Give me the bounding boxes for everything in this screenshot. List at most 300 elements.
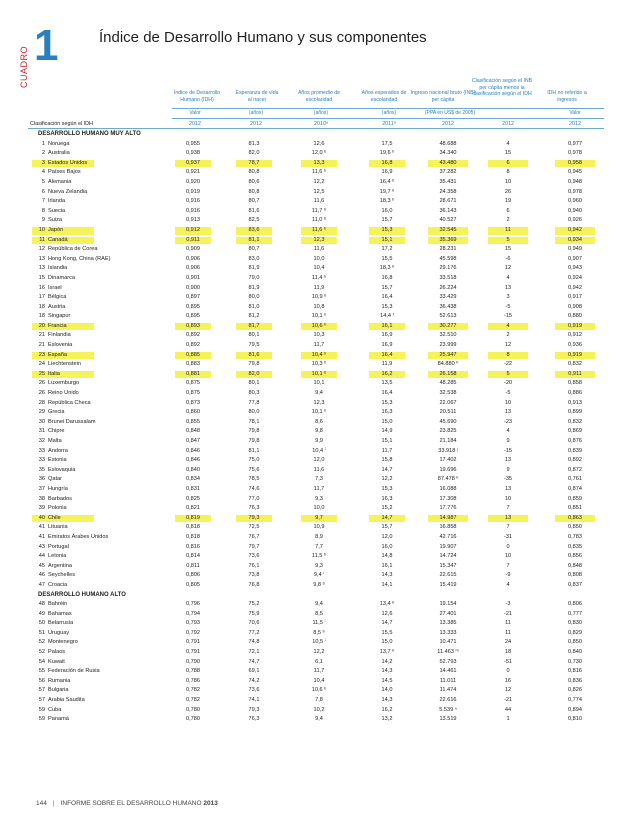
- cell-ingr: 32.545: [439, 226, 457, 233]
- cell-rank: 30: [38, 418, 45, 425]
- cell-ingr: 48.688: [439, 140, 457, 147]
- cell-ingr: 52.613: [439, 313, 457, 320]
- cell-clas: 5: [506, 370, 510, 377]
- cell-clas: 11: [505, 226, 511, 233]
- cell-espe: 13,7 ᵇ: [379, 649, 395, 656]
- cell-rank: 39: [38, 505, 45, 512]
- cell-espe: 19,6 ᵇ: [379, 150, 395, 157]
- cell-nm: 0,730: [568, 658, 582, 665]
- col-header-ingreso: Ingreso nacional bruto (INB) per cápita: [410, 90, 476, 103]
- cell-nm: 0,851: [568, 505, 582, 512]
- cell-idh: 0,881: [186, 370, 200, 377]
- cell-rank: 32: [38, 438, 45, 444]
- cell-idh: 0,912: [186, 226, 200, 233]
- cell-nm: 0,808: [568, 572, 582, 579]
- cell-name: Australia: [48, 150, 70, 157]
- cell-esp: 72,1: [248, 649, 260, 656]
- cell-prom: 11,6: [313, 198, 325, 205]
- cell-nm: 0,874: [568, 485, 582, 492]
- cell-espe: 15,1: [381, 438, 393, 444]
- unit-anios-esperados: (años): [381, 110, 397, 116]
- cell-espe: 16,0: [381, 207, 393, 214]
- rank-column-label: Clasificación según el IDH: [30, 121, 93, 127]
- cell-prom: 10,3: [313, 332, 325, 339]
- cell-ingr: 14.461: [439, 668, 457, 675]
- cell-prom: 12,2: [313, 649, 325, 656]
- cell-name: Kuwait: [48, 658, 65, 665]
- cell-prom: 7,8: [315, 697, 323, 704]
- cell-esp: 80,3: [248, 390, 260, 397]
- cell-clas: 10: [504, 495, 512, 502]
- cell-rank: 18: [38, 313, 45, 320]
- cell-espe: 16,3: [381, 495, 393, 502]
- cell-clas: 1: [506, 716, 510, 723]
- cell-esp: 76,7: [248, 533, 260, 540]
- cell-clas: 7: [506, 505, 510, 512]
- cell-nm: 0,880: [568, 313, 582, 320]
- year-anios-esperados: 2011ᵃ: [382, 121, 396, 127]
- section-title: DESARROLLO HUMANO MUY ALTO: [38, 131, 141, 137]
- cell-rank: 57: [38, 697, 45, 704]
- cell-espe: 16,9: [381, 169, 393, 176]
- cell-nm: 0,829: [568, 629, 582, 636]
- cell-idh: 0,848: [186, 428, 200, 435]
- cell-esp: 75,0: [248, 457, 260, 464]
- cell-rank: 4: [41, 169, 45, 176]
- cell-idh: 0,873: [186, 399, 200, 406]
- cell-nm: 0,872: [568, 466, 582, 473]
- cell-rank: 50: [38, 620, 45, 627]
- cell-nm: 0,835: [568, 543, 582, 550]
- cell-name: Argentina: [48, 562, 72, 569]
- cell-clas: 2: [506, 217, 510, 224]
- cell-nm: 0,856: [568, 553, 582, 560]
- cell-ingr: 15.347: [439, 562, 457, 569]
- cell-ingr: 19.696: [439, 466, 457, 473]
- cell-clas: 11: [505, 620, 511, 627]
- cell-esp: 80,8: [248, 188, 260, 195]
- cell-nm: 0,876: [568, 438, 582, 444]
- cell-idh: 0,897: [186, 294, 200, 301]
- cell-esp: 79,8: [248, 428, 260, 435]
- cell-esp: 81,1: [248, 236, 260, 243]
- cell-clas: 0: [506, 668, 510, 675]
- cell-prom: 10,1 ᵇ: [311, 313, 327, 320]
- cell-idh: 0,782: [186, 697, 200, 704]
- cell-nm: 0,908: [568, 303, 582, 310]
- cell-name: Canadá: [48, 236, 68, 243]
- cell-idh: 0,814: [186, 553, 200, 560]
- cell-ingr: 28.671: [439, 198, 457, 205]
- table-row: [28, 715, 604, 725]
- cell-esp: 74,1: [248, 697, 260, 704]
- cell-clas: 7: [506, 524, 510, 531]
- cell-nm: 0,777: [568, 610, 582, 617]
- table-row: [28, 408, 604, 418]
- cell-nm: 0,949: [568, 246, 582, 253]
- cell-clas: -9: [505, 572, 511, 579]
- cell-ingr: 5.539 ⁿ: [439, 706, 457, 713]
- table-row: [28, 466, 604, 476]
- cell-prom: 7,7: [315, 543, 323, 550]
- cell-clas: 44: [504, 706, 512, 713]
- cell-prom: 11,7 ᵇ: [311, 207, 327, 214]
- cell-name: Panamá: [48, 716, 69, 723]
- cell-clas: 13: [504, 514, 512, 521]
- table-row: [28, 274, 604, 284]
- cell-name: Irlanda: [48, 198, 66, 205]
- cell-prom: 7,3: [315, 476, 323, 483]
- cell-name: Hong Kong, China (RAE): [48, 255, 111, 262]
- cell-prom: 9,7: [315, 514, 323, 521]
- cell-clas: -20: [503, 380, 513, 387]
- cell-name: Estados Unidos: [48, 159, 88, 166]
- cell-prom: 11,4 ᵇ: [311, 274, 327, 281]
- cell-esp: 81,7: [248, 322, 260, 329]
- cell-rank: 51: [38, 629, 45, 636]
- cell-prom: 11,9: [313, 284, 325, 291]
- cell-rank: 47: [38, 581, 45, 588]
- page-title: Índice de Desarrollo Humano y sus componentes: [99, 29, 427, 46]
- cell-idh: 0,885: [186, 351, 200, 358]
- cell-esp: 79,5: [248, 342, 260, 349]
- cell-rank: 15: [38, 274, 45, 281]
- cell-esp: 73,6: [248, 687, 260, 694]
- cell-espe: 15,3: [381, 303, 393, 310]
- cell-prom: 12,0: [313, 457, 325, 464]
- cell-rank: 13: [38, 265, 45, 272]
- cell-ingr: 33.518: [439, 274, 457, 281]
- cell-clas: 4: [506, 322, 510, 329]
- cell-esp: 79,3: [248, 706, 260, 713]
- table-row: [28, 581, 604, 591]
- cell-rank: 33: [38, 447, 45, 454]
- cell-nm: 0,850: [568, 524, 582, 531]
- cell-espe: 14,3: [381, 572, 393, 579]
- cell-name: Palaos: [48, 649, 66, 656]
- table-row: [28, 303, 604, 313]
- table-row: [28, 293, 604, 303]
- cell-idh: 0,821: [186, 505, 200, 512]
- cell-esp: 74,8: [248, 639, 260, 646]
- cell-espe: 16,9: [381, 332, 393, 339]
- cell-prom: 8,5 ᵇ: [313, 629, 325, 636]
- cell-rank: 37: [38, 485, 45, 492]
- cell-esp: 74,6: [248, 485, 260, 492]
- cell-espe: 16,2: [381, 706, 393, 713]
- cell-ingr: 27.401: [439, 610, 457, 617]
- cell-name: Belarrusia: [48, 620, 74, 627]
- unit-idh-no-ingresos: Valor: [569, 110, 581, 116]
- cell-idh: 0,780: [186, 706, 200, 713]
- cell-idh: 0,796: [186, 601, 200, 608]
- cell-nm: 0,978: [568, 188, 582, 195]
- table-row: [28, 178, 604, 188]
- cell-name: Rumania: [48, 677, 71, 684]
- cell-ingr: 45.690: [439, 418, 457, 425]
- table-row: [28, 264, 604, 274]
- cell-idh: 0,937: [186, 159, 200, 166]
- cell-espe: 18,3 ᵇ: [379, 198, 395, 205]
- cell-clas: 12: [504, 265, 512, 272]
- cell-rank: 21: [38, 342, 45, 349]
- cell-idh: 0,855: [186, 418, 200, 425]
- cell-name: Israel: [48, 284, 62, 291]
- cell-prom: 9,4: [315, 390, 323, 397]
- page-footer: [36, 800, 218, 807]
- cell-name: Uruguay: [48, 629, 70, 636]
- cell-esp: 74,2: [248, 677, 260, 684]
- cell-prom: 11,6: [313, 466, 325, 473]
- cell-clas: 4: [506, 581, 510, 588]
- cell-prom: 10,8: [313, 303, 325, 310]
- cell-prom: 12,0 ᵇ: [311, 150, 327, 157]
- cell-ingr: 43.480: [439, 159, 457, 166]
- cell-prom: 10,1 ᵇ: [311, 370, 327, 377]
- cell-prom: 8,5: [315, 610, 323, 617]
- cell-espe: 16,1: [381, 322, 393, 329]
- cell-esp: 81,9: [248, 284, 260, 291]
- cell-nm: 0,806: [568, 601, 582, 608]
- cell-rank: 59: [38, 716, 45, 723]
- cell-nm: 0,899: [568, 409, 582, 416]
- cell-name: Andorra: [48, 447, 68, 454]
- table-row: [28, 610, 604, 620]
- cell-prom: 10,0: [313, 255, 325, 262]
- cell-idh: 0,790: [186, 658, 200, 665]
- cell-ingr: 17.776: [439, 505, 457, 512]
- cell-nm: 0,945: [568, 169, 582, 176]
- cell-prom: 10,4: [313, 265, 325, 272]
- cell-clas: 8: [506, 351, 510, 358]
- cell-esp: 76,8: [248, 581, 260, 588]
- cell-nm: 0,940: [568, 207, 582, 214]
- cell-clas: 7: [506, 562, 510, 569]
- cell-ingr: 14.987: [439, 514, 457, 521]
- cell-nm: 0,913: [568, 399, 582, 406]
- cell-esp: 78,7: [248, 159, 260, 166]
- cell-esp: 83,6: [248, 226, 260, 233]
- table-row: [28, 475, 604, 485]
- cell-espe: 15,3: [381, 226, 393, 233]
- cell-esp: 80,0: [248, 294, 260, 301]
- cell-rank: 52: [38, 639, 45, 646]
- cell-prom: 11,6 ᵇ: [311, 169, 327, 176]
- cell-prom: 10,1: [313, 380, 325, 387]
- cell-ingr: 15.419: [439, 581, 457, 588]
- cell-ingr: 42.716: [439, 533, 457, 540]
- cell-idh: 0,900: [186, 284, 200, 291]
- cell-prom: 12,3: [313, 399, 325, 406]
- unit-idh: Valor: [189, 110, 201, 116]
- cuadro-number: 1: [34, 21, 59, 70]
- cell-esp: 74,7: [248, 658, 260, 665]
- cell-name: República Checa: [48, 399, 91, 406]
- cell-clas: 15: [504, 150, 512, 157]
- cell-clas: 16: [504, 677, 512, 684]
- cell-idh: 0,906: [186, 265, 200, 272]
- cell-clas: 19: [504, 198, 512, 205]
- cell-espe: 14,4 ᶠ: [380, 313, 394, 320]
- cell-name: Singapur: [48, 313, 71, 320]
- cell-rank: 36: [38, 476, 45, 483]
- table-row: [28, 562, 604, 572]
- idh-table: [28, 130, 604, 725]
- cell-rank: 10: [38, 226, 45, 233]
- cell-espe: 16,4: [381, 351, 393, 358]
- table-row: [28, 658, 604, 668]
- cell-espe: 15,3: [381, 485, 393, 492]
- cell-clas: 12: [504, 687, 512, 694]
- cell-ingr: 26.158: [439, 370, 457, 377]
- cell-esp: 81,9: [248, 265, 260, 272]
- cell-rank: 11: [39, 236, 45, 243]
- cell-espe: 11,7: [381, 447, 393, 454]
- cell-ingr: 20.511: [439, 409, 457, 416]
- cell-clas: 5: [506, 236, 510, 243]
- cell-rank: 43: [38, 543, 45, 550]
- cell-esp: 78,1: [248, 418, 260, 425]
- cell-esp: 82,5: [248, 217, 260, 224]
- cell-rank: 54: [38, 658, 45, 665]
- cell-name: Brunei Darussalam: [48, 418, 96, 425]
- table-row: [28, 312, 604, 322]
- cell-espe: 13,5: [381, 380, 393, 387]
- cell-espe: 13,2: [381, 716, 393, 723]
- cell-name: Seychelles: [48, 572, 76, 579]
- cell-esp: 73,6: [248, 553, 260, 560]
- cell-espe: 14,0: [381, 687, 393, 694]
- cell-espe: 14,3: [381, 697, 393, 704]
- cell-ingr: 19.154: [439, 601, 457, 608]
- cell-idh: 0,834: [186, 476, 200, 483]
- col-header-anios-promedio: Años promedio de escolaridad: [297, 90, 341, 103]
- cell-clas: 9: [506, 438, 510, 444]
- cell-ingr: 22.615: [439, 572, 457, 579]
- table-row: [28, 706, 604, 716]
- cell-nm: 0,850: [568, 639, 582, 646]
- cell-ingr: 45.598: [439, 255, 457, 262]
- cell-clas: 10: [504, 553, 512, 560]
- cell-idh: 0,955: [186, 140, 200, 147]
- cell-ingr: 17.402: [439, 457, 457, 464]
- cell-esp: 81,0: [248, 303, 260, 310]
- cell-nm: 0,894: [568, 706, 582, 713]
- cell-ingr: 28.231: [439, 246, 457, 253]
- cell-rank: 35: [38, 466, 45, 473]
- cell-idh: 0,818: [186, 524, 200, 531]
- cell-esp: 81,3: [248, 140, 260, 147]
- cell-name: Eslovenia: [48, 342, 73, 349]
- unit-ingreso: (PPA en US$ de 2005): [424, 110, 476, 116]
- table-row: [28, 456, 604, 466]
- cell-prom: 10,0: [313, 505, 325, 512]
- cell-nm: 0,832: [568, 361, 582, 368]
- cell-clas: -22: [503, 361, 513, 368]
- cell-esp: 78,5: [248, 476, 260, 483]
- table-row: [28, 677, 604, 687]
- cell-name: Suiza: [48, 217, 62, 224]
- cell-ingr: 32.510: [439, 332, 457, 339]
- table-row: [28, 638, 604, 648]
- cell-esp: 81,2: [248, 313, 260, 320]
- cell-idh: 0,788: [186, 668, 200, 675]
- cell-ingr: 33.918 ʲ: [438, 447, 458, 454]
- cell-idh: 0,819: [186, 514, 200, 521]
- cell-clas: 13: [504, 457, 512, 464]
- cell-clas: -3: [505, 601, 511, 608]
- cell-esp: 69,1: [248, 668, 260, 675]
- cell-clas: 4: [506, 274, 510, 281]
- table-row: [28, 379, 604, 389]
- cell-clas: 2: [506, 332, 510, 339]
- table-row: [28, 197, 604, 207]
- cell-nm: 0,810: [568, 716, 582, 723]
- cell-idh: 0,840: [186, 466, 200, 473]
- cell-name: Lituania: [48, 524, 68, 531]
- cell-clas: 26: [504, 188, 512, 195]
- cell-name: Austria: [48, 303, 66, 310]
- cell-idh: 0,791: [186, 649, 200, 656]
- cell-rank: 56: [38, 677, 45, 684]
- table-row: [28, 389, 604, 399]
- cell-espe: 16,4: [381, 390, 393, 397]
- table-row: [28, 648, 604, 658]
- cell-esp: 79,8: [248, 438, 260, 444]
- cell-ingr: 11.463 ᵐ: [437, 649, 459, 656]
- cell-name: Noruega: [48, 140, 70, 147]
- table-row: [28, 533, 604, 543]
- cell-idh: 0,892: [186, 342, 200, 349]
- cell-esp: 77,2: [248, 629, 260, 636]
- cell-espe: 16,1: [381, 562, 393, 569]
- cell-prom: 11,7: [313, 342, 325, 349]
- cell-clas: 11: [505, 629, 511, 636]
- cell-prom: 8,6: [315, 418, 323, 425]
- cell-esp: 73,8: [248, 572, 260, 579]
- cell-espe: 14,2: [381, 658, 393, 665]
- cell-clas: -21: [503, 697, 513, 704]
- cell-prom: 8,9: [315, 533, 323, 540]
- cell-clas: -35: [503, 476, 513, 483]
- cell-rank: 41: [38, 524, 45, 531]
- section-title: DESARROLLO HUMANO ALTO: [38, 591, 126, 598]
- footer-year: 2013: [203, 800, 218, 807]
- table-row: [28, 504, 604, 514]
- cell-name: Japón: [48, 226, 64, 233]
- cell-name: Hungría: [48, 485, 68, 492]
- cell-esp: 80,7: [248, 198, 260, 205]
- cell-prom: 11,6: [313, 246, 325, 253]
- table-row: [28, 236, 604, 246]
- cell-nm: 0,948: [568, 178, 582, 185]
- cell-nm: 0,934: [568, 236, 582, 243]
- cell-clas: 13: [504, 409, 512, 416]
- cell-name: Chipre: [48, 428, 65, 435]
- cell-nm: 0,836: [568, 677, 582, 684]
- cell-nm: 0,960: [568, 198, 582, 205]
- cell-idh: 0,921: [186, 169, 200, 176]
- cell-rank: 45: [38, 562, 45, 569]
- cell-name: Estonia: [48, 457, 67, 464]
- cuadro-label: CUADRO: [19, 45, 29, 88]
- cell-esp: 75,9: [248, 610, 260, 617]
- cell-ingr: 16.858: [439, 524, 457, 531]
- col-header-clasificacion-inb: Clasificación según el INB per cápita menos la clasificación según el IDH: [471, 78, 533, 97]
- cell-esp: 80,8: [248, 169, 260, 176]
- cell-rank: 40: [38, 514, 45, 521]
- year-esperanza: 2012: [250, 121, 262, 127]
